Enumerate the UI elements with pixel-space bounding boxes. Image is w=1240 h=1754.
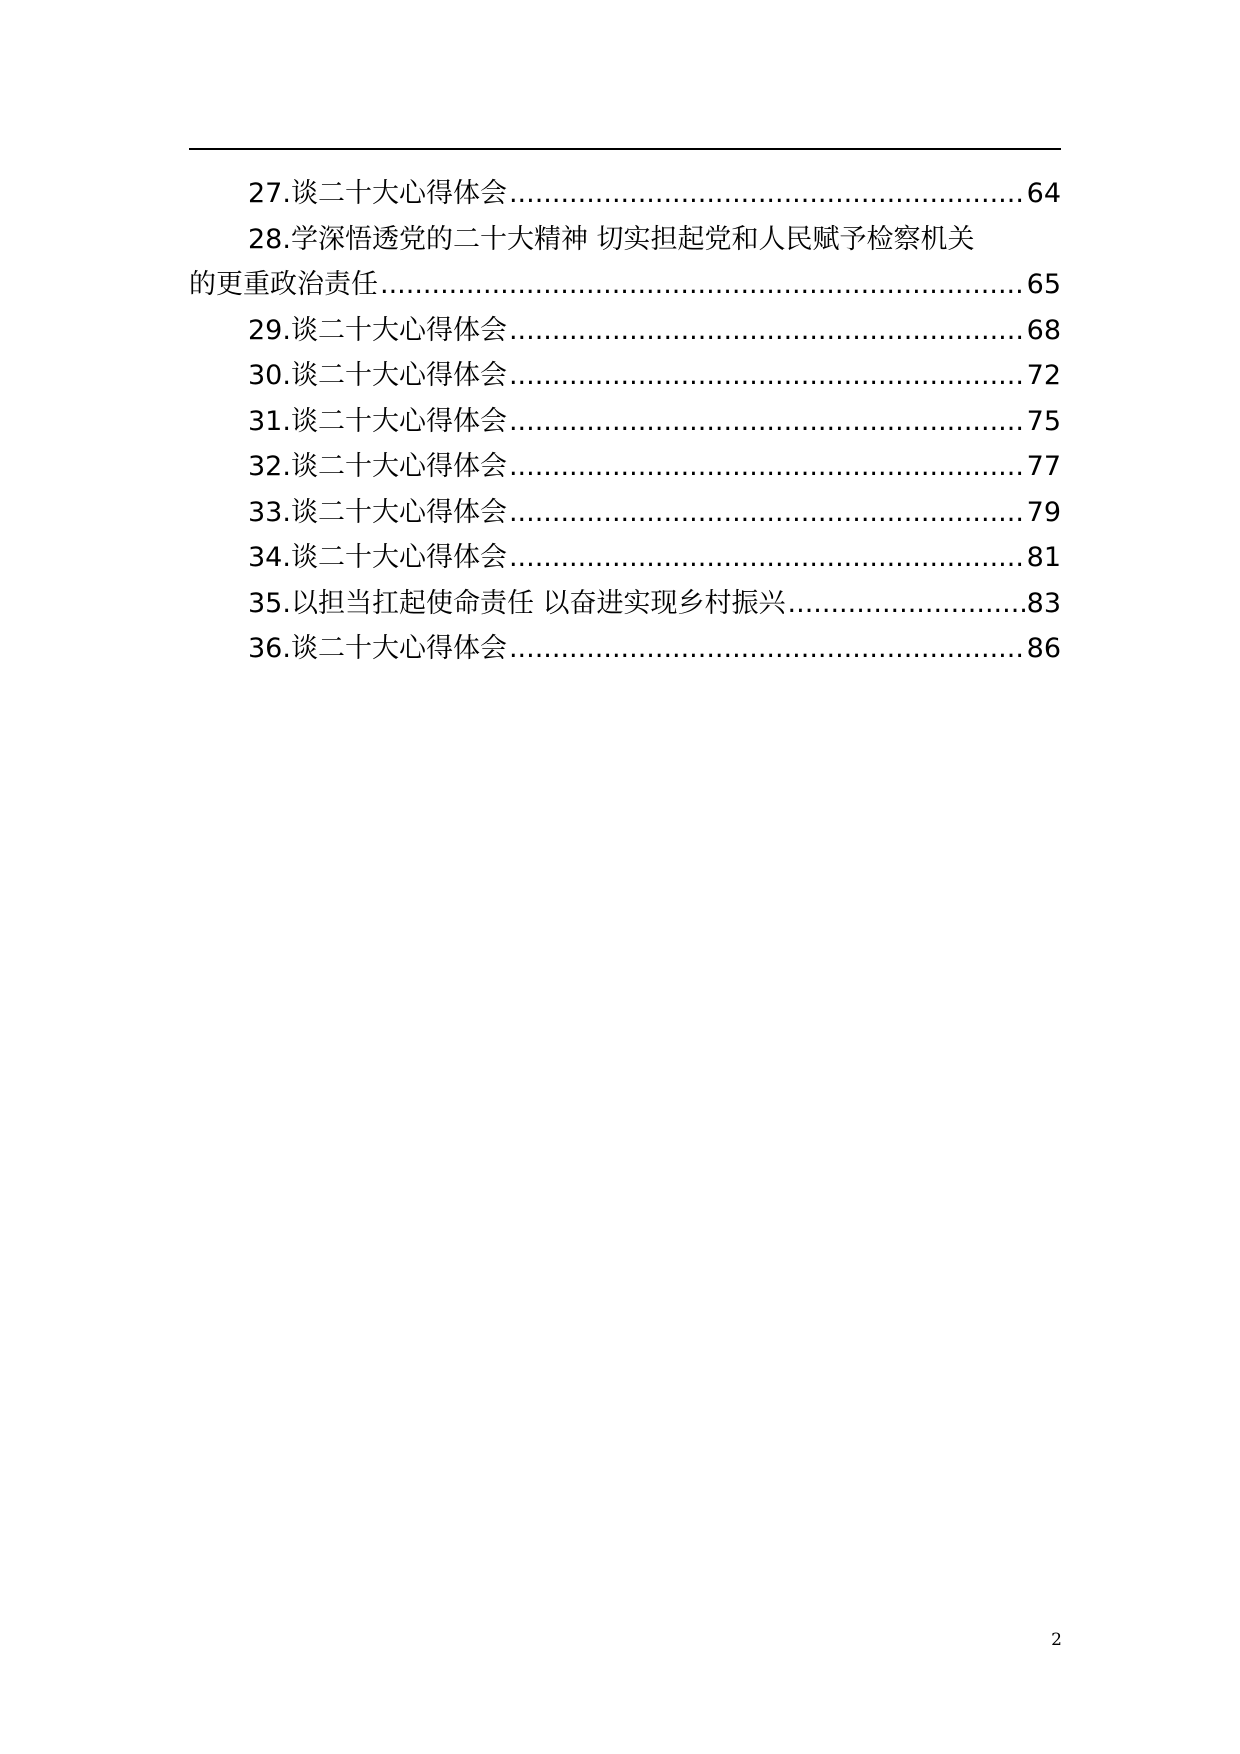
toc-entry-page: 65 xyxy=(1026,269,1061,300)
dot-leader xyxy=(509,353,1025,399)
toc-entry-page: 81 xyxy=(1026,542,1061,573)
toc-entry-title: 谈二十大心得体会 xyxy=(290,360,507,391)
toc-entry-32[interactable] xyxy=(189,444,1061,490)
toc-entry-page: 68 xyxy=(1026,314,1061,346)
toc-entry-title: 以担当扛起使命责任 以奋进实现乡村振兴 xyxy=(290,587,786,619)
toc-entry-title-line1: 学深悟透党的二十大精神 切实担起党和人民赋予检察机关 xyxy=(290,223,975,255)
toc-entry-27[interactable] xyxy=(189,171,1061,217)
dot-leader xyxy=(509,171,1025,217)
toc-entry-page: 79 xyxy=(1026,496,1061,528)
dot-leader xyxy=(509,444,1025,490)
toc-entry-number: 32. xyxy=(248,451,291,482)
toc-entry-number: 35. xyxy=(248,587,291,619)
table-of-contents xyxy=(189,171,1061,672)
toc-entry-36[interactable] xyxy=(189,626,1061,672)
toc-entry-number: 34. xyxy=(248,542,291,573)
dot-leader xyxy=(509,399,1025,445)
toc-entry-page: 83 xyxy=(1026,587,1061,619)
toc-entry-number: 36. xyxy=(248,633,291,664)
toc-entry-31[interactable] xyxy=(189,399,1061,445)
dot-leader xyxy=(788,581,1025,627)
toc-entry-title: 谈二十大心得体会 xyxy=(290,542,507,573)
toc-entry-title: 谈二十大心得体会 xyxy=(290,496,507,528)
toc-entry-33[interactable] xyxy=(189,490,1061,536)
toc-entry-number: 31. xyxy=(248,405,291,437)
toc-entry-number: 28. xyxy=(248,223,291,255)
toc-entry-page: 75 xyxy=(1026,405,1061,437)
header-rule xyxy=(189,148,1061,150)
toc-entry-number: 30. xyxy=(248,360,291,391)
toc-entry-title: 谈二十大心得体会 xyxy=(290,314,507,346)
toc-entry-page: 72 xyxy=(1026,360,1061,391)
toc-entry-page: 86 xyxy=(1026,633,1061,664)
dot-leader xyxy=(509,626,1025,672)
dot-leader xyxy=(509,535,1025,581)
toc-entry-title: 谈二十大心得体会 xyxy=(290,633,507,664)
toc-entry-29[interactable] xyxy=(189,308,1061,354)
toc-entry-34[interactable] xyxy=(189,535,1061,581)
toc-entry-page: 77 xyxy=(1026,451,1061,482)
toc-entry-title: 谈二十大心得体会 xyxy=(290,451,507,482)
toc-entry-number: 29. xyxy=(248,314,291,346)
dot-leader xyxy=(380,262,1025,308)
toc-entry-title: 谈二十大心得体会 xyxy=(290,178,507,209)
toc-entry-number: 33. xyxy=(248,496,291,528)
toc-entry-30[interactable] xyxy=(189,353,1061,399)
toc-entry-title: 谈二十大心得体会 xyxy=(290,405,507,437)
toc-entry-35[interactable] xyxy=(189,581,1061,627)
dot-leader xyxy=(509,490,1025,536)
toc-entry-title-line2: 的更重政治责任 xyxy=(189,269,378,300)
toc-entry-page: 64 xyxy=(1026,178,1061,209)
toc-entry-number: 27. xyxy=(248,178,291,209)
dot-leader xyxy=(509,308,1025,354)
page-number: 2 xyxy=(1051,1630,1062,1650)
toc-entry-28[interactable] xyxy=(189,217,1061,308)
